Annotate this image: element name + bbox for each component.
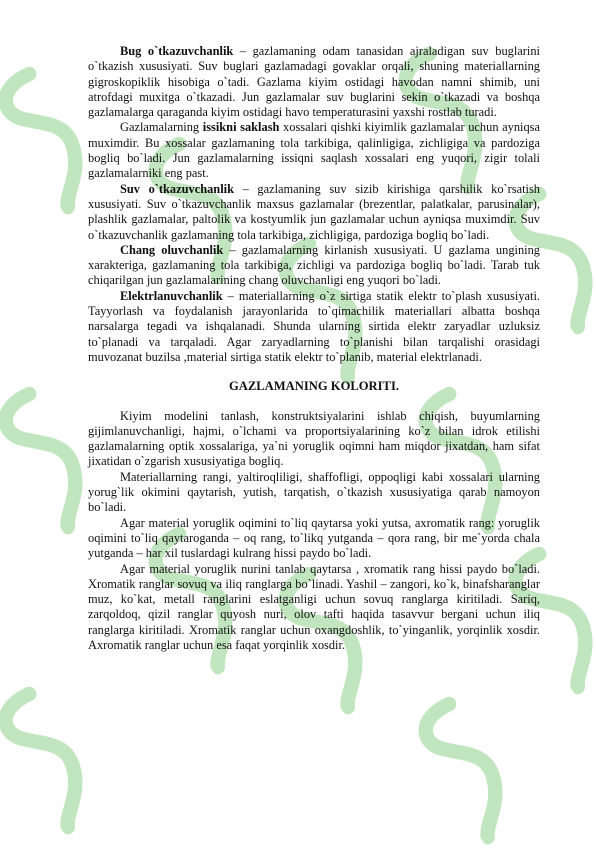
document-page — [88, 44, 540, 653]
term: Bug o`tkazuvchanlik — [120, 44, 234, 58]
paragraph-koloriti-4: Agar material yoruglik nurini tanlab qaytarsa , xromatik rang hissi paydo bo`ladi. Xromatik ranglar sovuq va iliq ranglarga bo`linadi. Yashil – zangori, ko`k, binafsharanglar muz, ko`kat, metall ranglarini eslatganligi uchun sovuq ranglarga kiritiladi. Sariq, zarqoldoq, qizil ranglar quyosh nuri, olov tafti haqida tasavvur bergani uchun iliq ranglarga kiritiladi. Xromatik ranglar uchun oxangdoshlik, to`yinganlik, yorqinlik xosdir. Axromatik ranglar uchun esa faqat yorqinlik xosdir. — [88, 561, 540, 652]
green-s-logo-icon — [400, 686, 544, 854]
term: Suv o`tkazuvchanlik — [120, 181, 234, 196]
paragraph-issikni-saklash — [88, 120, 540, 181]
term: Chang oluvchanlik — [120, 242, 224, 257]
term: Elektrlanuvchanlik — [120, 288, 223, 303]
paragraph-koloriti-2: Materiallarning rangi, yaltiroqliligi, shaffofligi, oppoqligi kabi xossalari ularning yorug`lik okimini qaytarish, yutish, tarqatish, o`tkazish xususiyatiga qarab namoyon bo`ladi. — [88, 469, 540, 515]
paragraph-chang-oluvchanlik — [88, 243, 540, 289]
paragraph-suv-otkazuvchanlik — [88, 182, 540, 243]
paragraph-pre: Gazlamalarning — [120, 120, 203, 135]
paragraph-koloriti-1: Kiyim modelini tanlash, konstruktsiyalarini ishlab chiqish, buyumlarning gijimlanuvchanligi, hajmi, o`lchami va proportsiyalarining ko`z bilan idrok etilishi gazlamalarning optik xossalariga, ya`ni yoruglik oqimni ham miqdor jixatdan, ham sifat jixatidan o`zgarish xususiyatiga bogliq. — [88, 408, 540, 469]
paragraph-text: – gazlamaning suv sizib kirishiga qarshilik ko`rsatish xususiyati. Suv o`tkazuvchanlik maxsus gazlamalar (brezentlar, palatkalar, parusinalar), plashlik gazlamalar, paltolik va kostyumlik jun gazlamalar uchun ayniqsa muximdir. Suv o`tkazuvchanlik gazlamaning tola tarkibiga, zichligiga, pardoziga bogliq bo`ladi. — [88, 181, 540, 242]
paragraph-elektrlanuvchanlik — [88, 289, 540, 365]
green-s-logo-icon — [0, 676, 124, 844]
paragraph-bug-otkazuvchanlik — [88, 44, 540, 120]
paragraph-koloriti-3: Agar material yoruglik oqimini to`liq qaytarsa yoki yutsa, axromatik rang: yoruglik oqimini to`liq qaytaroganda – oq rang, to`likq yutganda – qora rang, bir me`yorda chala yutganda – har xil tuslardagi kulrang hissi paydo bo`ladi. — [88, 515, 540, 561]
section-heading: GAZLAMANING KOLORITI. — [228, 379, 400, 394]
paragraph-text: xossalari qishki kiyimlik gazlamalar uchun ayniqsa muximdir. Bu xossalar gazlamaning tola tarkibiga, qalinligiga, zichligiga va pardoziga bogliq bo`ladi. Jun gazlamalarning issiqni saqlash xossalari eng yuqori, zigir tolali gazlamalarniki eng past. — [88, 120, 540, 181]
paragraph-text: – gazlamaning odam tanasidan ajraladigan suv buglarini o`tkazish xususiyati. Suv buglari gazlamadagi govaklar orqali, shuning materiallarning gigroskopiklik hisobiga o`tadi. Gazlama kiyim ostidagi havodan namni shimib, uni atrofdagi muxitga o`tkazadi. Jun gazlamalar suv buglarini sekin o`tkazadi va boshqa gazlamalarga qaraganda kiyim ostidagi havo temperaturasini yaxshi rostlab turadi. — [88, 44, 540, 120]
paragraph-text: – materiallarning o`z sirtiga statik elektr to`plash xususiyati. Tayyorlash va foydalanish jarayonlarida to`qimachilik materiallari albatta boshqa narsalarga tegadi va ishqalanadi. Shunda ularning sirtida elektr zaryadlar uzluksiz to`planadi va tarqaladi. Agar zaryadlarning to`planishi bilan tarqalishi orasidagi muvozanat buzilsa ,material sirtiga statik elektr to`planib, material elektrlanadi. — [88, 288, 540, 364]
paragraph-text: – gazlamalarning kirlanish xususiyati. U gazlama ungining xarakteriga, gazlamaning tola tarkibiga, zichligi va pardoziga bogliq bo`ladi. Tarab tuk chiqarilgan jun gazlamalarining chang oluvchanligi eng yuqori bo`ladi. — [88, 242, 540, 288]
term: issikni saklash — [202, 120, 280, 135]
